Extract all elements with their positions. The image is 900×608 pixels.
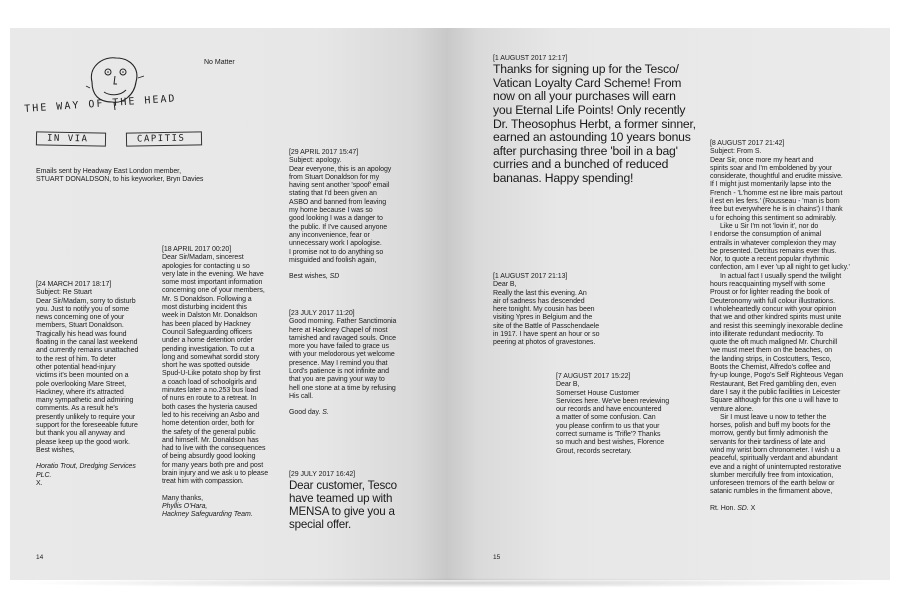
handwritten-subtitle-box-1: IN VIA [36,131,106,146]
intro-text: Emails sent by Headway East London member, STUART DONALDSON, to his keyworker, Bryn Davies [36,168,204,184]
right-page [448,28,890,580]
spread-shadow [14,578,886,588]
page-number-left: 14 [36,554,44,561]
magazine-spread [10,28,890,580]
email-24-march: [24 MARCH 2017 18:17] Subject: Re Stuart Dear Sir/Madam, sorry to disturb you. Just to notify you of some news concerning one of your members, Stuart Donaldson. Tragically his head was found floating in the canal last weekend and currently remains unattached to the rest of him. To deter other potential head-injury victims it's been mounted on a pole overlooking Mare Street, Hackney, where it's attracted many sympathetic and admiring comments. As a result he's presently unlikely to require your support for the foreseeable future but thank you all anyway and please keep up the good work. Best wishes, Horatio Trout, Dredging Services PLC. X. [36,281,139,487]
email-29-april: [29 APRIL 2017 15:47] Subject: apology. Dear everyone, this is an apology from Stuart Donaldson for my having sent another 'spoof' email stating that I'd been given an ASBO and banned from leaving my home because I was so good looking I was a danger to the public. If I've caused anyone any inconvenience, fear or unnecessary work I apologise. I promise not to do anything so misguided and foolish again, Best wishes, SD [289,149,392,281]
email-1-august-1217: [1 AUGUST 2017 12:17] Thanks for signing up for the Tesco/ Vatican Loyalty Card Scheme! From now on all your purchases will earn you Eternal Life Points! Only recently Dr. Theosophus Herbt, a former sinner, earned an astounding 10 years bonus after purchasing three 'boil in a bag' curries and a bunched of reduced bananas. Happy spending! [493,55,696,186]
handwritten-title: THE WAY OF THE HEAD [24,93,177,115]
left-page [10,28,448,580]
email-8-august: [8 AUGUST 2017 21:42] Subject: From S. Dear Sir, once more my heart and spirits soar and I'm emboldened by your considerate, thoughtful and erudite missive. If I might just momentarily lapse into the French - 'L'homme est ne libre mais partout il est en les fers.' (Rousseau - 'man is born free but everywhere he is in chains') I thank u for echoing this sentiment so admirably. Like u Sir I'm not 'lovin it', nor do I endorse the consumption of animal entrails in whatever complexion they may be presented. Detritus remains ever thus. Nor, to quote a recent popular rhythmic confection, am I ever 'up all night to get lucky.' In actual fact I usually spend the twilight hours reacquainting myself with some Proust or for lighter reading the book of Deuteronomy with full colour illustrations. I wholeheartedly concur with your opinion that we and other kindred spirits must unite and resist this seemingly inexorable decline into illiterate redundant mediocrity. To quote the oft much maligned Mr. Churchill 'we must meet them on the beaches, on the landing strips, in Costcutters, Tesco, Boots the Chemist, Alfredo's coffee and fry-up lounge, Pogo's Self Righteous Vegan Restaurant, Bet Fred gambling den, even dare I say it the public facilities in Leicester Square although for this one u will have to venture alone. Sir I must leave u now to tether the horses, polish and buff my boots for the morrow, gently but firmly admonish the servants for their tardiness of late and wind my wrist born chronometer. I wish u a peaceful, spiritually verdant and abundant eve and a night of uninterrupted restorative slumber mercifully free from intoxication, unforeseen tremors of the earth below or satanic rumbles in the firmament above, Rt. Hon. SD. X [710,140,850,512]
page-number-right: 15 [493,554,501,561]
email-23-july: [23 JULY 2017 11:20] Good morning. Father Sanctimonia here at Hackney Chapel of most tarnished and ravaged souls. Once more you have failed to grace us with your melodorous yet welcome presence. May I remind you that Lord's patience is not infinite and that you are paving your way to hell one stone at a time by refusing His call. Good day. S. [289,310,397,417]
handwritten-subtitle-box-2: CAPITIS [126,131,203,146]
email-18-april: [18 APRIL 2017 00:20] Dear Sir/Madam, sincerest apologies for contacting u so very late in the evening. We have some most important information concerning one of your members, Mr. S Donaldson. Following a most disturbing incident this week in Dalston Mr. Donaldson has been placed by Hackney Council Safeguarding officers under a home detention order pending investigation. To cut a long and somewhat sordid story short he was spotted outside Spud-U-Like potato shop by first a coach load of schoolgirls and minutes later a no.253 bus load of nuns en route to a retreat. In both cases the hysteria caused led to his receiving an Asbo and home detention order, both for the safety of the general public and himself. Mr. Donaldson has had to live with the consequences of being absurdly good looking for many years both pre and post brain injury and we ask u to please treat him with compassion. Many thanks, Phyllis O'Hara, Hackney Safeguarding Team. [162,246,269,519]
running-header: No Matter [204,59,235,66]
email-1-august-2113: [1 AUGUST 2017 21:13] Dear B, Really the last this evening. An air of sadness has descended here tonight. My cousin has been visiting Ypres in Belgium and the site of the Battle of Passchendaele in 1917. I have spent an hour or so peering at photos of gravestones. [493,273,600,347]
email-7-august: [7 AUGUST 2017 15:22] Dear B, Somerset House Customer Services here. We've been reviewing our records and have encountered a matter of some confusion. Can you please confirm to us that your correct surname is 'Trifle'? Thanks so much and best wishes, Florence Grout, records secretary. [556,373,670,455]
email-29-july: [29 JULY 2017 16:42] Dear customer, Tesco have teamed up with MENSA to give you a special offer. [289,471,397,532]
